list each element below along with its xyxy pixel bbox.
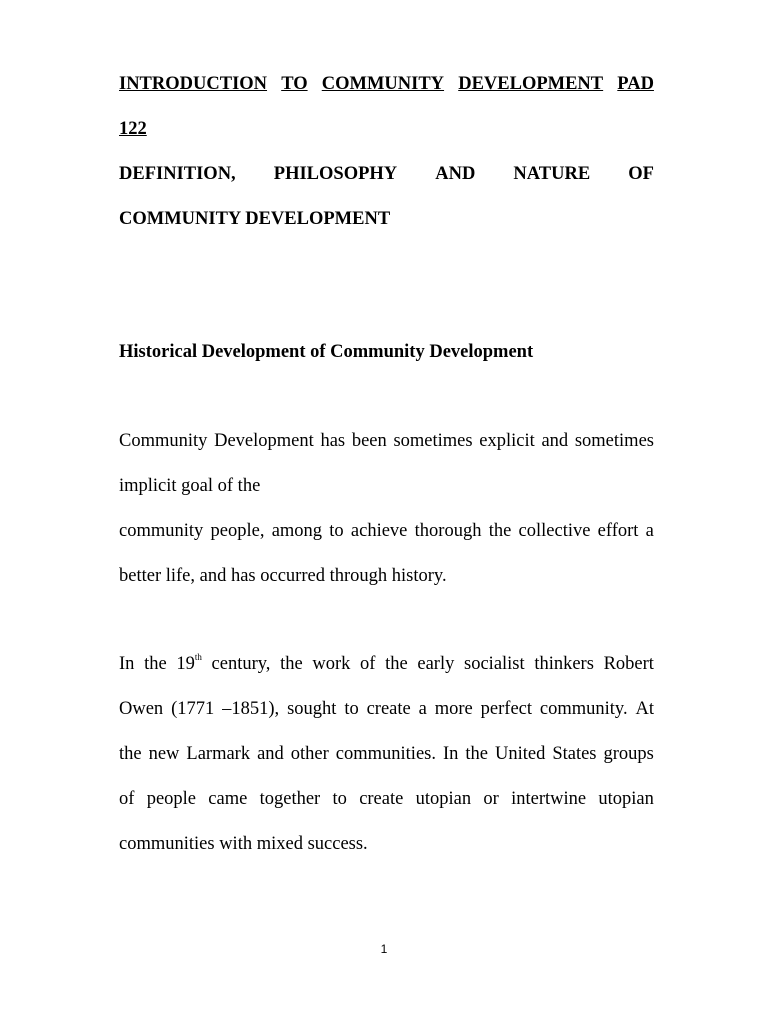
word: create — [366, 699, 411, 719]
title-word: TO — [281, 74, 308, 94]
word: the — [488, 521, 512, 541]
paragraph-line — [119, 419, 654, 464]
title-line-2 — [119, 107, 654, 152]
word: collective — [518, 521, 591, 541]
word: sometimes — [574, 431, 654, 451]
word: States — [552, 744, 597, 764]
title-word: PAD — [617, 74, 654, 94]
title-word: COMMUNITY — [321, 74, 445, 94]
paragraph-1 — [119, 419, 654, 599]
word: a — [645, 521, 654, 541]
word: achieve — [350, 521, 408, 541]
word: groups — [603, 744, 654, 764]
word: work — [312, 654, 351, 674]
word: people — [146, 789, 197, 809]
paragraph-line — [119, 642, 654, 687]
word: sometimes — [393, 431, 473, 451]
word: thorough — [414, 521, 482, 541]
subtitle-line-2: COMMUNITY DEVELOPMENT — [119, 209, 391, 229]
word: to — [344, 699, 359, 719]
word: new — [148, 744, 180, 764]
paragraph-line — [119, 509, 654, 554]
word: has — [320, 431, 346, 451]
word: –1851), — [222, 699, 280, 719]
page-number: 1 — [380, 942, 388, 956]
paragraph-line — [119, 732, 654, 777]
word: United — [494, 744, 546, 764]
word: At — [635, 699, 654, 719]
paragraph-line — [119, 777, 654, 822]
word: or — [483, 789, 499, 809]
word: more — [434, 699, 473, 719]
word: Development — [214, 431, 314, 451]
word: communities. — [335, 744, 436, 764]
paragraph-line — [119, 687, 654, 732]
course-number: 122 — [119, 119, 147, 139]
word: among — [271, 521, 323, 541]
word: In — [119, 654, 135, 674]
word: the — [144, 654, 167, 674]
word: the — [119, 744, 142, 764]
word: perfect — [480, 699, 533, 719]
paragraph-line: better life, and has occurred through history. — [119, 566, 447, 586]
subtitle-word: OF — [628, 164, 654, 184]
word: came — [208, 789, 248, 809]
word: a — [418, 699, 427, 719]
word: the — [385, 654, 408, 674]
word: thinkers — [534, 654, 594, 674]
word: (1771 — [171, 699, 215, 719]
subtitle-word: AND — [435, 164, 476, 184]
paragraph-2 — [119, 642, 654, 867]
word: the — [280, 654, 303, 674]
word: create — [359, 789, 404, 809]
word: people, — [210, 521, 265, 541]
subtitle-line-1 — [119, 152, 654, 197]
word: socialist — [464, 654, 525, 674]
word: effort — [597, 521, 639, 541]
word: utopian — [415, 789, 472, 809]
word: 19th — [176, 652, 202, 674]
word: In — [442, 744, 459, 764]
word: community — [119, 521, 204, 541]
subtitle-word: PHILOSOPHY — [273, 164, 398, 184]
word: explicit — [479, 431, 535, 451]
word: to — [332, 789, 347, 809]
subtitle-word: NATURE — [513, 164, 591, 184]
word: early — [417, 654, 455, 674]
title-line-1 — [119, 62, 654, 107]
word: and — [541, 431, 569, 451]
paragraph-line: communities with mixed success. — [119, 834, 368, 854]
title-word: INTRODUCTION — [119, 74, 268, 94]
word: other — [290, 744, 329, 764]
word: Community — [119, 431, 208, 451]
document-title — [119, 62, 654, 242]
title-word: DEVELOPMENT — [458, 74, 604, 94]
ordinal-superscript: th — [194, 652, 202, 662]
word: to — [329, 521, 344, 541]
word: century, — [211, 654, 271, 674]
word: of — [360, 654, 376, 674]
section-heading-text: Historical Development of Community Development — [119, 342, 534, 362]
paragraph-line: implicit goal of the — [119, 476, 261, 496]
word: utopian — [598, 789, 654, 809]
word: intertwine — [511, 789, 587, 809]
word: community. — [539, 699, 628, 719]
section-heading — [119, 330, 654, 375]
word: Owen — [119, 699, 164, 719]
word: together — [259, 789, 321, 809]
word: been — [351, 431, 387, 451]
subtitle-word: DEFINITION, — [119, 164, 236, 184]
word: Robert — [603, 654, 654, 674]
word: Larmark — [186, 744, 251, 764]
word: and — [257, 744, 284, 764]
word: the — [465, 744, 488, 764]
word: of — [119, 789, 135, 809]
word: sought — [287, 699, 337, 719]
